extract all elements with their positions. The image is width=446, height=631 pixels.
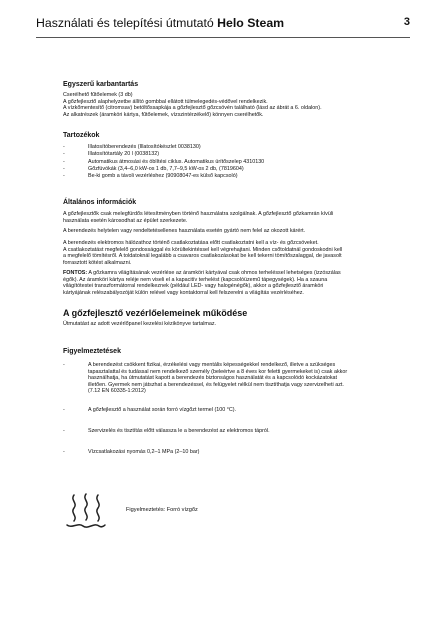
controls-title: A gőzfejlesztő vezérlőelemeinek működése [63,308,248,318]
hot-steam-warning-icon [64,491,108,531]
maintenance-line: A gőzfejlesztő alaphelyzetbe állító gombbal ellátott túlmelegedés-védővel rendelkezik. [63,98,268,105]
important-note: FONTOS: A gőzkamra világításának vezérlése az áramköri kártyával csak ohmos terheléssel lehetséges (izzószálas égők). Az áramköri kártya reléje nem viseli el a kapacitív terhelést (kapcsolóüzemű tápegységek). Ha a szauna világítótestei transzformátorral rendelkeznek (például LED- vagy halogénégők), akkor a gőzfejlesztő áramköri kártyájának relészabályozóját külön relével vagy kontaktorral kell felszerelni a világítás vezérléséhez. [63,270,341,296]
general-paragraph: A berendezés helytelen vagy rendeltetésellenes használata esetén gyártó nem felel az okozott kárért. [63,228,306,234]
header-divider [36,37,410,38]
general-info-title: Általános információk [63,199,137,206]
document-title: Használati és telepítési útmutató Helo Steam [36,16,285,30]
maintenance-line: A vízkőmentesítő (citromsav) betöltőssapkája a gőzfejlesztő gőzcsövén található (lásd az ábrát a 6. oldalon). [63,105,322,112]
accessories-title: Tartozékok [63,132,100,139]
warnings-title: Figyelmeztetések [63,348,121,355]
maintenance-line: Az alkatrészek (áramköri kártya, fűtőelemek, vízszintérzékelő) könnyen cserélhetők. [63,111,264,118]
maintenance-title: Egyszerű karbantartás [63,81,139,88]
maintenance-text [63,92,413,118]
general-paragraph: A gőzfejlesztők csak melegfürdős létesítményben történő használatra szolgálnak. A gőzfejlesztő gőzkamrán kívüli használata esetén károsodhat az épület szerkezete. [63,211,334,224]
controls-subtitle: Útmutatást az adott vezérlőpanel kezelési kézikönyve tartalmaz. [63,321,217,327]
important-label: FONTOS: [63,270,88,276]
brand-name: Helo Steam [217,16,285,30]
general-paragraph: A berendezés elektromos hálózathoz történő csatlakoztatása előtt csatlakoztatni kell a víz- és gőzcsöveket. A csatlakoztatást megfelelő gondossággal és körültekintéssel kell végrehajtani. Minden csőtoldatnál gondoskodni kell a megfelelő tömítésről. A toldatoknál legalább a csavaros csatlakozásokat be kell tekerni tömítőszalaggal, de javasolt forrasztott kötést alkalmazni. [63,240,343,266]
page-number: 3 [403,16,410,28]
maintenance-line: Cserélhető fűtőelemek (3 db) [63,92,133,98]
hot-steam-caption: Figyelmeztetés: Forró vízgőz [126,507,198,513]
page-header [36,14,410,36]
